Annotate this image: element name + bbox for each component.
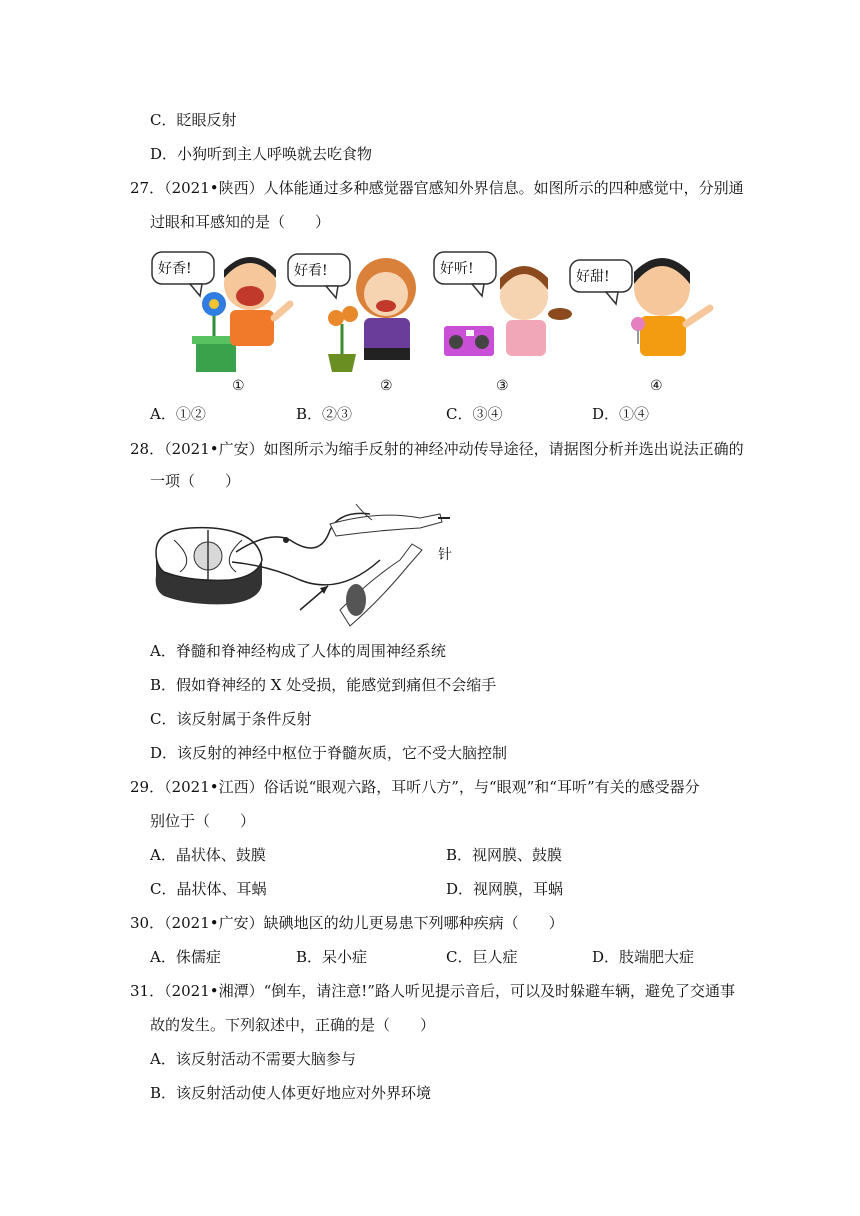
figure-label-1: ① [232, 378, 245, 394]
q27-option-a: A．①② [150, 405, 206, 423]
q27-stem-line1: 27．（2021•陕西）人体能通过多种感觉器官感知外界信息。如图所示的四种感觉中，分别通 [130, 179, 744, 197]
q31-stem-line1: 31．（2021•湘潭）“倒车，请注意!”路人听见提示音后，可以及时躲避车辆，避免了交通事 [130, 982, 735, 1000]
q28-option-a: A．脊髓和脊神经构成了人体的周围神经系统 [150, 642, 446, 660]
q29-option-d: D．视网膜，耳蜗 [446, 880, 564, 898]
figure-label-4: ④ [650, 378, 663, 394]
q30-option-a: A．侏儒症 [150, 948, 221, 966]
q30-option-d: D．肢端肥大症 [592, 948, 695, 966]
q27-senses-figure [150, 244, 730, 404]
q28-option-b: B．假如脊神经的 X 处受损，能感觉到痛但不会缩手 [150, 676, 497, 694]
figure-label-2: ② [380, 378, 393, 394]
figure-label-3: ③ [496, 378, 509, 394]
q29-option-a: A．晶状体、鼓膜 [150, 846, 266, 864]
q29-option-b: B．视网膜、鼓膜 [446, 846, 563, 864]
q28-reflex-figure [150, 500, 470, 630]
q30-option-c: C．巨人症 [446, 948, 518, 966]
q30-option-b: B．呆小症 [296, 948, 368, 966]
q28-option-d: D．该反射的神经中枢位于脊髓灰质，它不受大脑控制 [150, 744, 508, 762]
q28-stem-line1: 28．（2021•广安）如图所示为缩手反射的神经冲动传导途径，请据图分析并选出说法正确的 [130, 440, 744, 458]
q31-option-b: B．该反射活动使人体更好地应对外界环境 [150, 1084, 432, 1102]
q29-option-c: C．晶状体、耳蜗 [150, 880, 267, 898]
q26-option-c: C．眨眼反射 [150, 111, 237, 129]
q27-stem-line2: 过眼和耳感知的是（ ） [150, 213, 331, 231]
q26-option-d: D．小狗听到主人呼唤就去吃食物 [150, 145, 373, 163]
q27-option-d: D．①④ [592, 405, 650, 423]
needle-label: 针 [438, 547, 452, 563]
q27-option-b: B．②③ [296, 405, 353, 423]
q29-stem-line1: 29．（2021•江西）俗话说“眼观六路，耳听八方”，与“眼观”和“耳听”有关的感受器分 [130, 778, 700, 796]
bubble-2-text: 好看! [294, 263, 328, 279]
reflex-arc-illustration [150, 500, 470, 630]
boy-with-lollipop [631, 258, 710, 356]
q27-option-c: C．③④ [446, 405, 503, 423]
q28-option-c: C．该反射属于条件反射 [150, 710, 312, 728]
q31-stem-line2: 故的发生。下列叙述中，正确的是（ ） [150, 1016, 436, 1034]
q28-stem-line2: 一项（ ） [150, 472, 241, 490]
q30-stem: 30．（2021•广安）缺碘地区的幼儿更易患下列哪种疾病（ ） [130, 914, 564, 932]
q31-option-a: A．该反射活动不需要大脑参与 [150, 1050, 356, 1068]
bubble-4-text: 好甜! [576, 269, 610, 285]
bubble-3-text: 好听! [440, 261, 474, 277]
q29-stem-line2: 别位于（ ） [150, 812, 256, 830]
bubble-1-text: 好香! [158, 261, 192, 277]
